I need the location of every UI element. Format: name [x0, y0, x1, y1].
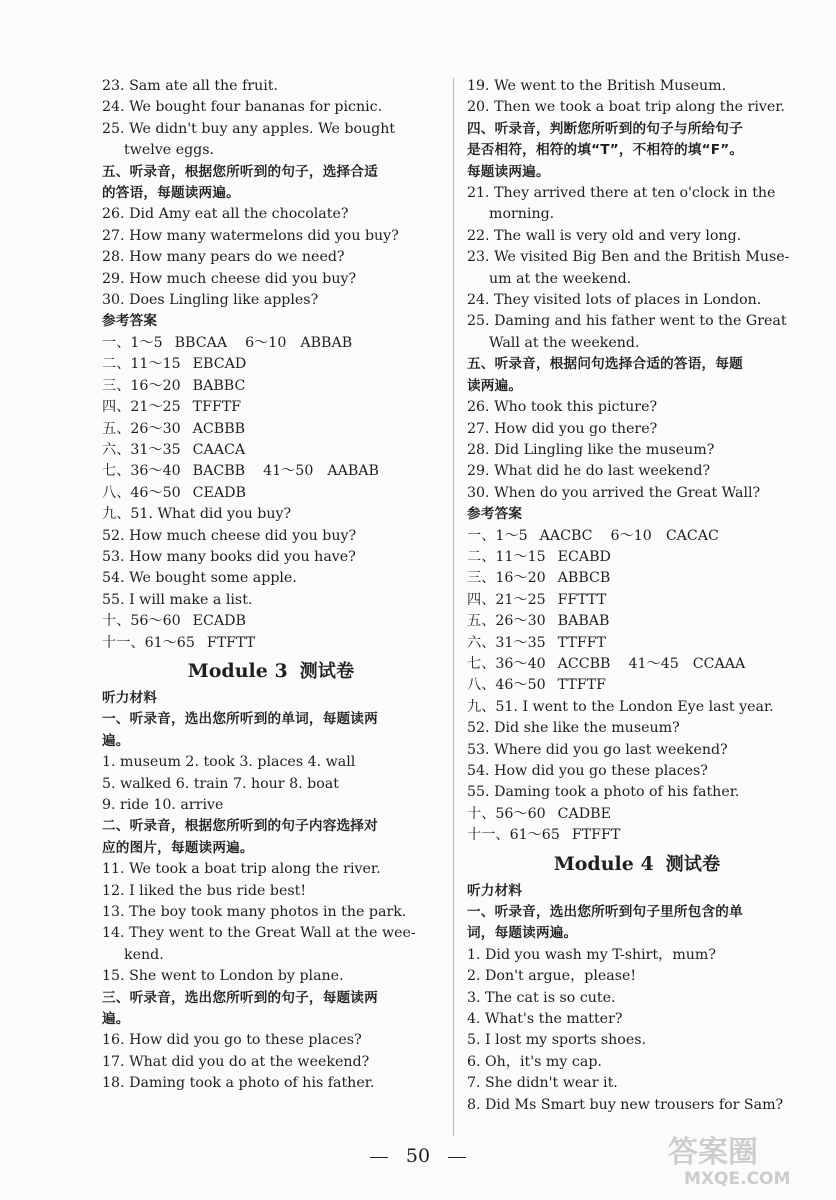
text-line: 24. They visited lots of places in London. — [467, 292, 762, 309]
section-heading: 的答语，每题读两遍。 — [102, 185, 240, 202]
answer-range: 六、31～35 — [467, 634, 546, 651]
section-heading: 参考答案 — [467, 506, 523, 523]
answer-row — [102, 376, 440, 397]
text-line: 13. The boy took many photos in the park. — [102, 904, 407, 921]
answer-range: 十一、61～65 — [102, 634, 195, 651]
text-line: Wall at the weekend. — [489, 334, 640, 351]
text-line: 9. ride 10. arrive — [102, 797, 224, 813]
text-line: 23. Sam ate all the fruit. — [102, 78, 278, 94]
module-title — [467, 849, 807, 880]
text-line: 1. Did you wash my T-shirt，mum? — [467, 946, 716, 963]
answer-range: 十、56～60 — [467, 805, 546, 822]
answer-range: 十、56～60 — [102, 613, 181, 630]
answer-row — [102, 354, 440, 375]
answer-key: TFFTF — [192, 399, 242, 416]
answer-row — [102, 461, 440, 482]
text-line: 54. How did you go these places? — [467, 763, 708, 779]
answer-key: BABBC — [192, 377, 246, 394]
text-line: 4. What's the matter? — [467, 1011, 623, 1028]
text-line: um at the weekend. — [489, 270, 632, 287]
answer-row — [102, 397, 440, 418]
answer-key: BACBB — [192, 463, 246, 480]
page-number-text: 50 — [405, 1145, 431, 1167]
answer-row — [467, 825, 807, 846]
module-title-cn: 测试卷 — [299, 660, 355, 682]
text-line: 19. We went to the British Museum. — [467, 78, 727, 94]
answer-range: 六、31～35 — [102, 441, 181, 458]
answer-row — [467, 611, 807, 632]
answer-key: ECADB — [192, 613, 246, 630]
text-line: 30. Does Lingling like apples? — [102, 292, 319, 309]
answer-key: CAACA — [192, 441, 246, 458]
text-line: 6. Oh，it's my cap. — [467, 1053, 602, 1070]
section-heading: 听力材料 — [102, 689, 158, 706]
section-heading: 词，每题读两遍。 — [467, 925, 578, 942]
text-line: 24. We bought four bananas for picnic. — [102, 99, 383, 116]
text-line: 15. She went to London by plane. — [102, 968, 344, 985]
text-line: 53. Where did you go last weekend? — [467, 741, 728, 758]
section-heading: 遍。 — [102, 732, 130, 749]
section-heading: 五、听录音，根据问句选择合适的答语，每题 — [467, 356, 743, 373]
answer-key: BBCAA — [174, 334, 228, 351]
answer-range: 6～10 — [245, 334, 287, 351]
answer-range: 三、16～20 — [467, 570, 546, 587]
answer-range: 七、36～40 — [102, 463, 181, 480]
answer-range: 四、21～25 — [102, 399, 181, 416]
answer-row — [102, 483, 440, 504]
text-line: 23. We visited Big Ben and the British Muse- — [467, 249, 790, 266]
section-heading: 一、听录音，选出您所听到句子里所包含的单 — [467, 904, 743, 921]
answer-row — [467, 804, 807, 825]
answer-range: 二、11～15 — [102, 356, 181, 373]
answer-key: EBCAD — [192, 356, 247, 373]
answer-range: 七、36～40 — [467, 655, 546, 672]
module-title-cn: 测试卷 — [665, 853, 721, 875]
answer-key: ABBCB — [557, 570, 611, 587]
text-line: 28. Did Lingling like the museum? — [467, 441, 715, 458]
text-line: twelve eggs. — [124, 142, 215, 159]
answer-key: CADBE — [557, 805, 611, 822]
answer-row — [102, 440, 440, 461]
section-heading: 是否相符，相符的填“T”，不相符的填“F”。 — [467, 142, 744, 159]
answer-range: 41～50 — [263, 463, 314, 480]
answer-row — [467, 526, 807, 547]
answer-key: ACCBB — [557, 655, 611, 672]
section-heading: 每题读两遍。 — [467, 163, 550, 180]
answer-row — [467, 568, 807, 589]
answer-row — [102, 419, 440, 440]
answer-range: 四、21～25 — [467, 591, 546, 608]
text-line: morning. — [489, 206, 555, 223]
watermark-logo — [664, 1128, 824, 1190]
text-line: 九、51. What did you buy? — [102, 506, 292, 523]
answer-key: TTFFT — [557, 634, 607, 651]
section-heading: 一、听录音，选出您所听到的单词，每题读两 — [102, 711, 378, 728]
text-line: 25. Daming and his father went to the Great — [467, 313, 787, 330]
text-line: 25. We didn't buy any apples. We bought — [102, 120, 396, 137]
text-line: 14. They went to the Great Wall at the wee- — [102, 925, 416, 942]
text-line: 28. How many pears do we need? — [102, 249, 345, 266]
answer-range: 五、26～30 — [467, 613, 546, 630]
dash-left — [370, 1157, 388, 1158]
module-title-en: Module 4 — [553, 852, 654, 875]
answer-range: 十一、61～65 — [467, 827, 560, 844]
column-divider — [453, 78, 454, 1136]
text-line: 53. How many books did you have? — [102, 548, 356, 565]
answer-range: 二、11～15 — [467, 548, 546, 565]
text-line: 29. How much cheese did you buy? — [102, 270, 357, 287]
text-line: 九、51. I went to the London Eye last year. — [467, 698, 774, 715]
text-line: 5. I lost my sports shoes. — [467, 1032, 647, 1049]
text-line: 27. How many watermelons did you buy? — [102, 227, 399, 244]
text-line: 52. Did she like the museum? — [467, 720, 680, 737]
answer-key: CACAC — [665, 527, 719, 544]
answer-range: 三、16～20 — [102, 377, 181, 394]
answer-row — [467, 654, 807, 675]
answer-row — [467, 590, 807, 611]
section-heading: 三、听录音，选出您所听到的句子，每题读两 — [102, 989, 378, 1006]
answer-range: 6～10 — [610, 527, 652, 544]
text-line: 17. What did you do at the weekend? — [102, 1053, 370, 1070]
text-line: 29. What did he do last weekend? — [467, 463, 711, 480]
answer-row — [467, 633, 807, 654]
answer-key: TTFTF — [557, 677, 607, 694]
text-line: 3. The cat is so cute. — [467, 989, 616, 1006]
answer-range: 八、46～50 — [467, 677, 546, 694]
answer-row — [467, 675, 807, 696]
answer-row — [102, 633, 440, 654]
answer-range: 一、1～5 — [102, 334, 163, 351]
text-line: 54. We bought some apple. — [102, 570, 297, 587]
module-title — [102, 656, 440, 687]
text-line: 2. Don't argue，please! — [467, 968, 637, 985]
answer-key: FTFFT — [571, 827, 621, 844]
answer-key: AACBC — [539, 527, 593, 544]
answer-range: 五、26～30 — [102, 420, 181, 437]
text-line: 21. They arrived there at ten o'clock in the — [467, 185, 776, 202]
section-heading: 听力材料 — [467, 882, 523, 899]
text-line: 30. When do you arrived the Great Wall? — [467, 484, 761, 501]
answer-key: CCAAA — [692, 655, 746, 672]
answer-range: 八、46～50 — [102, 484, 181, 501]
answer-range: 一、1～5 — [467, 527, 528, 544]
svg-text:MXQE.COM: MXQE.COM — [684, 1169, 791, 1189]
module-title-en: Module 3 — [187, 659, 288, 682]
section-heading: 参考答案 — [102, 313, 158, 330]
text-line: 22. The wall is very old and very long. — [467, 227, 742, 244]
answer-key: BABAB — [557, 613, 610, 630]
section-heading: 五、听录音，根据您所听到的句子，选择合适 — [102, 163, 378, 180]
answer-range: 41～45 — [628, 655, 679, 672]
text-line: 16. How did you go to these places? — [102, 1032, 362, 1049]
section-heading: 遍。 — [102, 1011, 130, 1028]
answer-key: ECABD — [557, 548, 611, 565]
answer-row — [102, 611, 440, 632]
answer-row — [102, 333, 440, 354]
text-line: kend. — [124, 946, 164, 963]
text-line: 1. museum 2. took 3. places 4. wall — [102, 754, 356, 771]
answer-key: FTFTT — [206, 634, 256, 651]
text-line: 55. Daming took a photo of his father. — [467, 784, 740, 801]
text-line: 8. Did Ms Smart buy new trousers for Sam? — [467, 1096, 784, 1113]
section-heading: 应的图片，每题读两遍。 — [102, 839, 254, 856]
dash-right — [448, 1157, 466, 1158]
text-line: 52. How much cheese did you buy? — [102, 527, 357, 544]
text-line: 27. How did you go there? — [467, 420, 658, 437]
answer-key: AABAB — [327, 463, 379, 480]
left-column — [102, 76, 440, 1095]
right-column — [467, 76, 807, 1116]
section-heading: 二、听录音，根据您所听到的句子内容选择对 — [102, 818, 378, 835]
text-line: 26. Did Amy eat all the chocolate? — [102, 206, 349, 223]
svg-text:答案圈: 答案圈 — [668, 1135, 758, 1170]
answer-row — [467, 547, 807, 568]
text-line: 5. walked 6. train 7. hour 8. boat — [102, 775, 339, 792]
text-line: 55. I will make a list. — [102, 591, 253, 608]
text-line: 20. Then we took a boat trip along the river. — [467, 99, 786, 116]
answer-key: ABBAB — [300, 334, 353, 351]
section-heading: 读两遍。 — [467, 377, 523, 394]
answer-key: CEADB — [192, 484, 246, 501]
text-line: 7. She didn't wear it. — [467, 1075, 618, 1092]
text-line: 11. We took a boat trip along the river. — [102, 861, 381, 878]
text-line: 18. Daming took a photo of his father. — [102, 1075, 375, 1092]
text-line: 26. Who took this picture? — [467, 399, 658, 416]
answer-key: ACBBB — [192, 420, 246, 437]
section-heading: 四、听录音，判断您所听到的句子与所给句子 — [467, 120, 743, 137]
answer-key: FFTTT — [557, 591, 607, 608]
text-line: 12. I liked the bus ride best! — [102, 882, 307, 899]
